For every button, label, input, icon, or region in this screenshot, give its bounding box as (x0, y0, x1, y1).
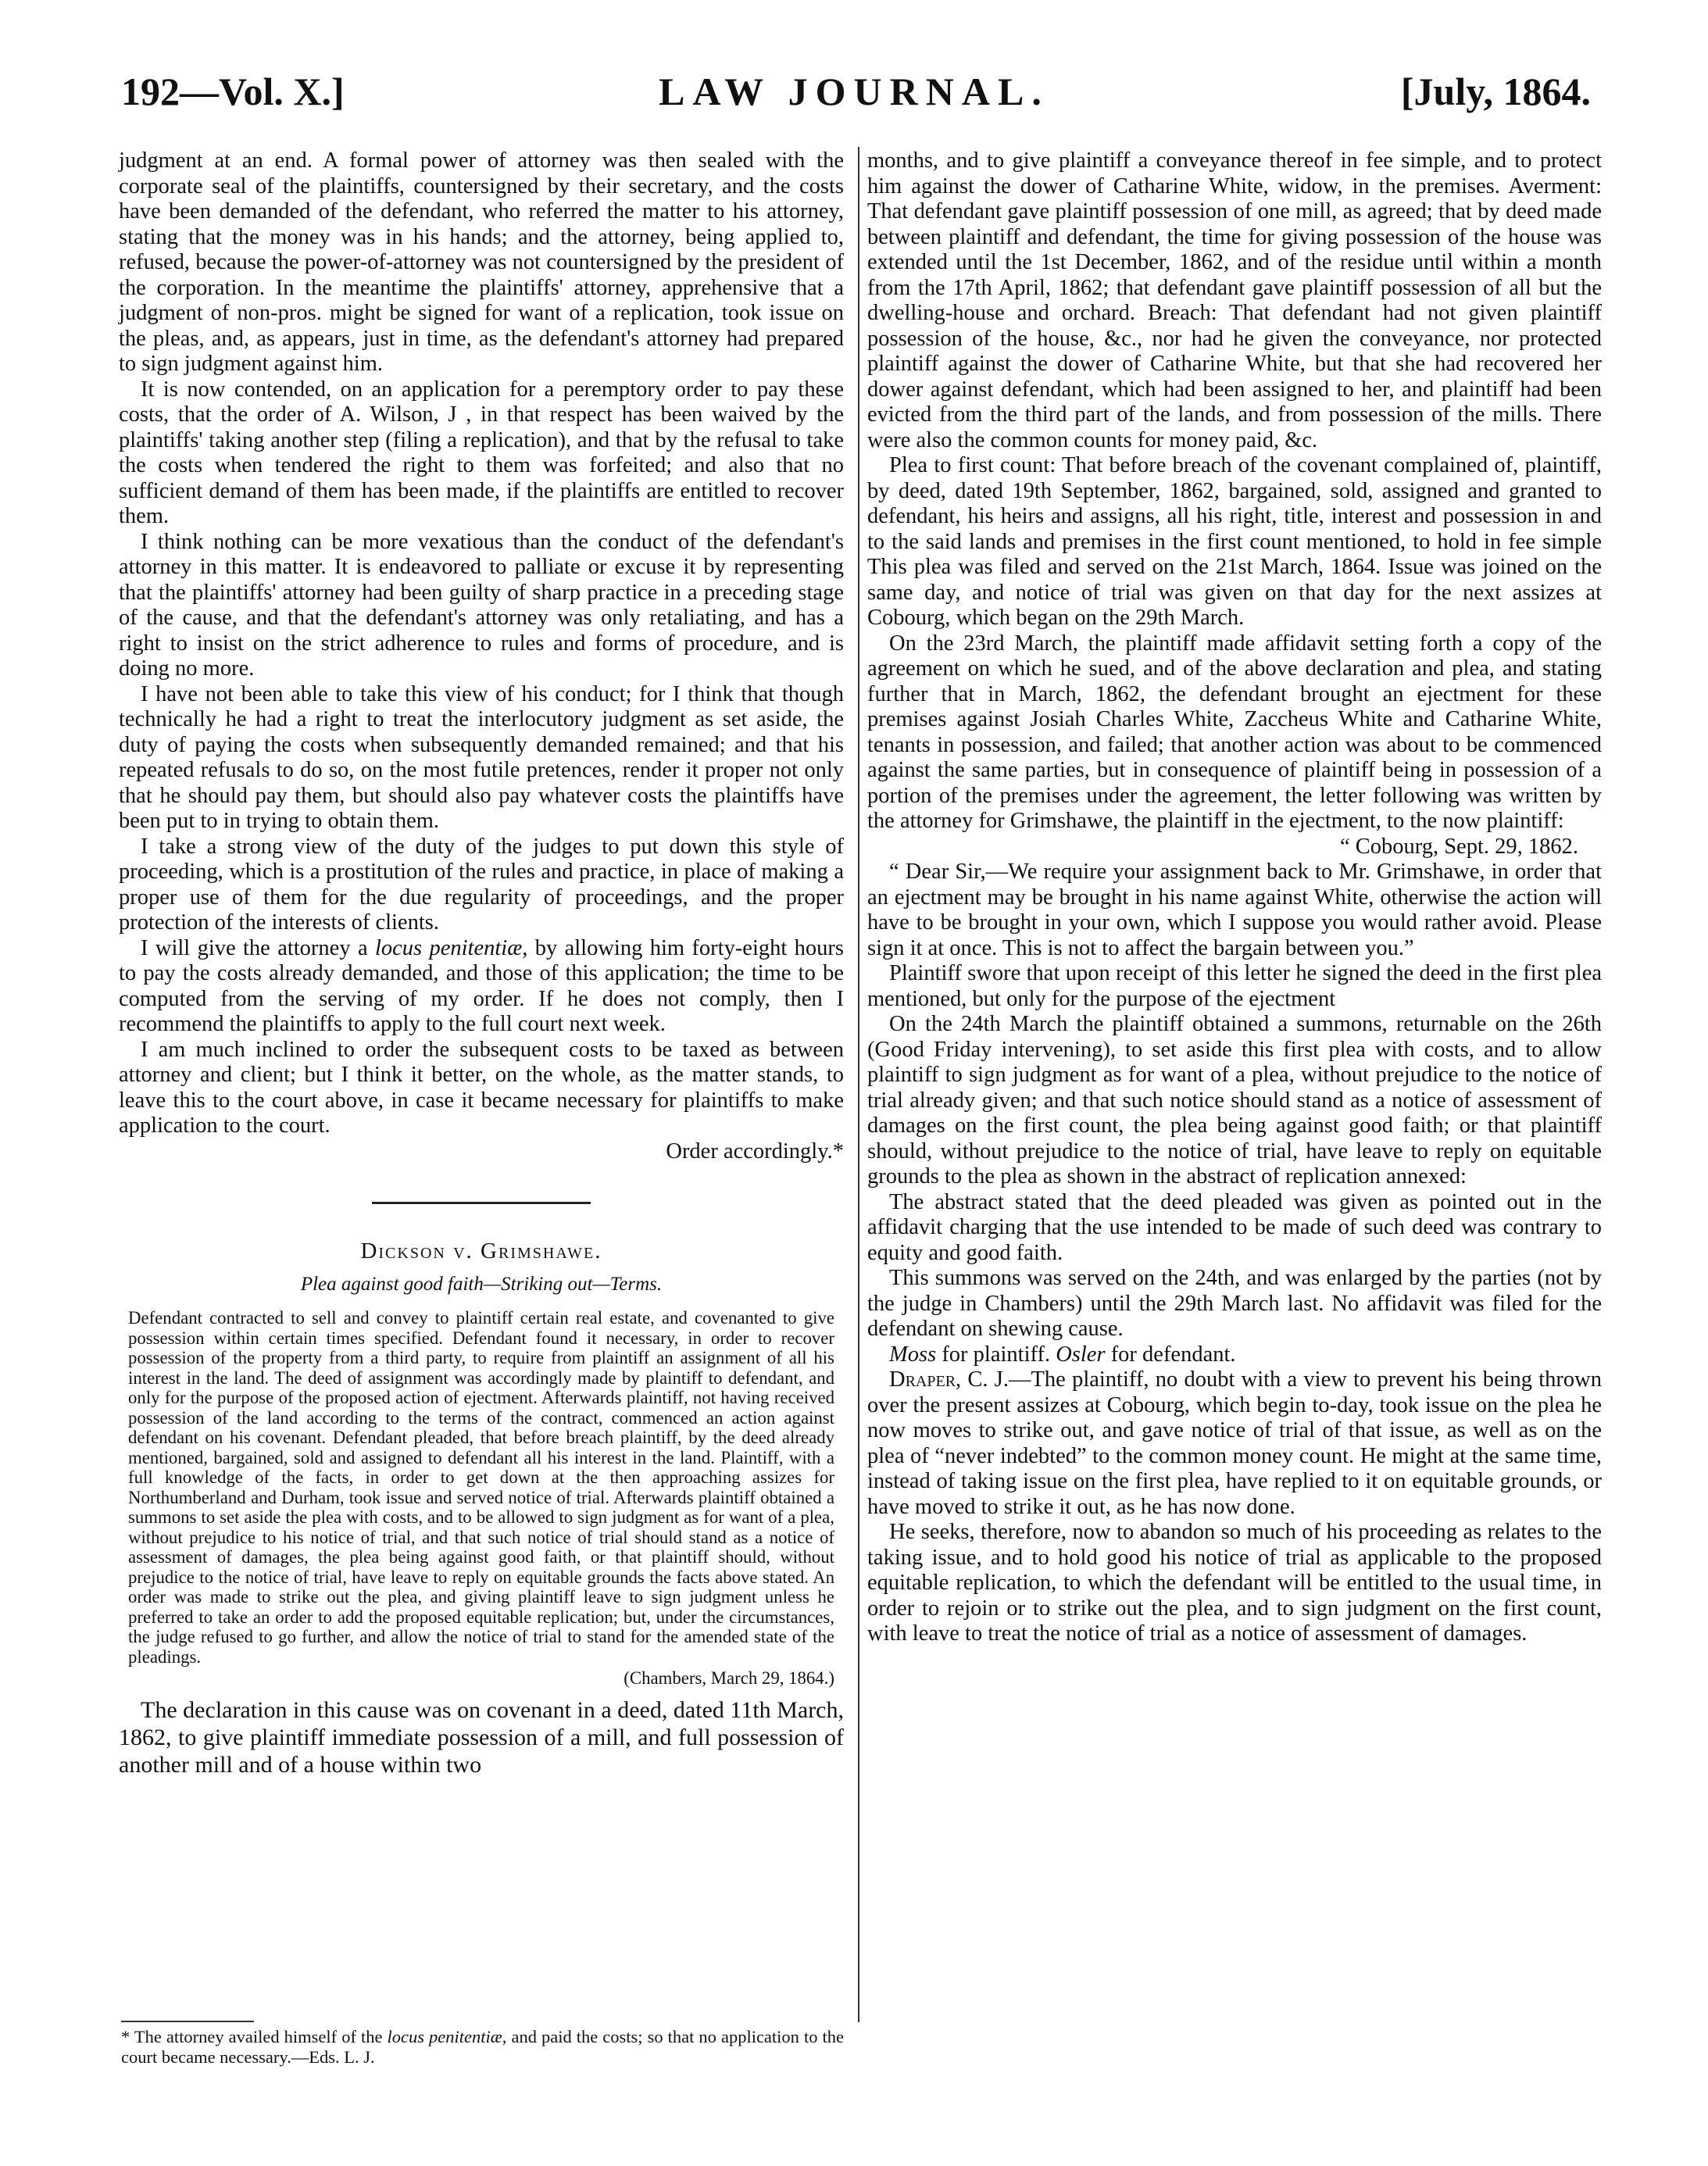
case-subtitle: Plea against good faith—Striking out—Terms. (300, 1273, 663, 1295)
text-run: —The plaintiff, no doubt with a view to prevent his being thrown over the present assizes at Cobourg, which begin to-day, took issue on the plea he now moves to strike out, and gave notice of trial of that issue, as well as on the plea of “never indebted” to the common money count. He might at the same time, instead of taking issue on the first plea, have replied to it on equitable grounds, or have moved to strike it out, as he has now done. (867, 1367, 1602, 1519)
right-column (867, 148, 1602, 1647)
issue-date: [July, 1864. (1400, 70, 1591, 113)
paragraph: He seeks, therefore, now to abandon so much of his proceeding as relates to the taking issue, and to hold good his notice of trial as applicable to the proposed equitable replication, to which the defendant will be entitled to the usual time, in order to rejoin or to strike out the plea, and to sign judgment on the first count, with leave to treat the notice of trial as a notice of assessment of damages. (867, 1520, 1602, 1646)
paragraph: This summons was served on the 24th, and was enlarged by the parties (not by the judge in Chambers) until the 29th March last. No affidavit was filed for the defendant on shewing cause. (867, 1266, 1602, 1341)
order-line: Order accordingly.* (666, 1138, 844, 1163)
counsel-line (867, 1342, 1602, 1368)
text-run: , and paid the costs; so that no application to the court became necessary.—Eds. L. J. (121, 2027, 844, 2067)
paragraph: I take a strong view of the duty of the judges to put down this style of proceeding, which is a prostitution of the rules and practice, in place of making a proper use of them for the due regularity of proceedings, and the proper protection of the interests of clients. (119, 834, 844, 935)
paragraph: I have not been able to take this view of his conduct; for I think that though technically he had a right to treat the interlocutory judgment as set aside, the duty of paying the costs when subsequently demanded remained; and that his repeated refusals to do so, on the most futile pretences, render it proper not only that he should pay them, but should also pay whatever costs the plaintiffs have been put to in trying to obtain them. (119, 681, 844, 833)
paragraph: The abstract stated that the deed pleaded was given as pointed out in the affidavit charging that the use intended to be made of such deed was contrary to equity and good faith. (867, 1189, 1602, 1265)
text-run: for defendant. (1105, 1342, 1236, 1367)
paragraph: Plaintiff swore that upon receipt of this letter he signed the deed in the first plea mentioned, but only for the purpose of the ejectment (867, 961, 1602, 1011)
paragraph: I think nothing can be more vexatious than the conduct of the defendant's attorney in this matter. It is endeavored to palliate or excuse it by representing that the plaintiffs' attorney had been guilty of sharp practice in a preceding stage of the cause, and that the defendant's attorney was only retaliating, and has a right to insist on the strict adherence to rules and forms of procedure, and is doing no more. (119, 529, 844, 681)
page-volume-label: 192—Vol. X.] (121, 70, 345, 113)
paragraph (119, 936, 844, 1038)
paragraph: The declaration in this cause was on covenant in a deed, dated 11th March, 1862, to give plaintiff immediate possession of a mill, and full possession of another mill and of a house within two (119, 1696, 844, 1778)
judge-name: Draper, C. J. (889, 1367, 1009, 1392)
running-header (0, 0, 1708, 141)
text-run: , by allowing him forty-eight hours to pay the costs already demanded, and those of this application; the time to be computed from the serving of my order. If he does not comply, then I recommend the plaintiffs to apply to the full court next week. (119, 935, 844, 1036)
letter-text: “ Dear Sir,—We require your assignment back to Mr. Grimshawe, in order that an ejectment may be brought in his name against White, otherwise the action will have to be brought in your own, which I suppose you would rather avoid. Please sign it at once. This is not to affect the bargain between you.” (867, 860, 1602, 960)
paragraph: months, and to give plaintiff a conveyance thereof in fee simple, and to protect him against the dower of Catharine White, widow, in the premises. Averment: That defendant gave plaintiff possession of one mill, as agreed; that by deed made between plaintiff and defendant, the time for giving possession of the house was extended until the 1st December, 1862, and of the residue until within a month from the 17th April, 1862; that defendant gave plaintiff possession of all but the dwelling-house and orchard. Breach: That defendant had not given plaintiff possession of the house, &c., nor had he given the conveyance, nor protected plaintiff against the dower of Catharine White, but that she had recovered her dower against defendant, which had been assigned to her, and plaintiff had been evicted from the third part of the lands, and from possession of the mills. There were also the common counts for money paid, &c. (867, 148, 1602, 452)
column-divider (858, 147, 859, 2022)
paragraph: On the 24th March the plaintiff obtained a summons, returnable on the 26th (Good Friday intervening), to set aside this first plea with costs, and to allow plaintiff to sign judgment as for want of a plea, without prejudice to the notice of trial already given; and that such notice should stand as a notice of assessment of damages on the first count, the plea being against good faith; or that plaintiff should, without prejudice to the notice of trial, have leave to reply on equitable grounds to the plea as shown in the abstract of replication annexed: (867, 1012, 1602, 1188)
case-title: Dickson v. Grimshawe. (360, 1238, 602, 1264)
footnote-rule (121, 2021, 254, 2022)
journal-title: LAW JOURNAL. (659, 70, 1049, 113)
text-run: I will give the attorney a (141, 935, 375, 960)
paragraph (867, 1367, 1602, 1520)
section-rule (372, 1202, 591, 1204)
headnote: Defendant contracted to sell and convey to plaintiff certain real estate, and covenanted to give possession within certain times specified. Defendant found it necessary, in order to recover possession of the property from a third party, to require from plaintiff an assignment of all his interest in the land. The deed of assignment was accordingly made by plaintiff to defendant, and only for the purpose of the proposed action of ejectment. Afterwards plaintiff, not having received possession of the land according to the terms of the contract, commenced an action against defendant on his covenant. Defendant pleaded, that before breach plaintiff, by the deed already mentioned, bargained, sold and assigned to defendant all his interest in the land. Plaintiff, with a full knowledge of the facts, in order to get down at the then approaching assizes for Northumberland and Durham, took issue and served notice of trial. Afterwards plaintiff obtained a summons to set aside the plea with costs, and to be allowed to sign judgment as for want of a plea, without prejudice to his notice of trial, and that such notice of trial should stand as a notice of assessment of damages, the plea being against good faith, or that plaintiff should, without prejudice to the notice of trial, have leave to reply on equitable grounds the facts above stated. An order was made to strike out the plea, and giving plaintiff leave to sign judgment unless he preferred to take an order to add the proposed equitable replication; but, under the circumstances, the judge refused to go further, and allow the notice of trial to stand for the amended state of the pleadings. (128, 1308, 834, 1667)
paragraph: I am much inclined to order the subsequent costs to be taxed as between attorney and client; but I think it better, on the whole, as the matter stands, to leave this to the court above, in case it became necessary for plaintiffs to make application to the court. (119, 1037, 844, 1138)
letter-dateline: “ Cobourg, Sept. 29, 1862. (1339, 834, 1578, 859)
text-run: for plaintiff. (936, 1342, 1056, 1367)
headnote-citation: (Chambers, March 29, 1864.) (624, 1668, 834, 1688)
paragraph: It is now contended, on an application for a peremptory order to pay these costs, that the order of A. Wilson, J , in that respect has been waived by the plaintiffs' taking another step (filing a replication), and that by the refusal to take the costs when tendered the right to them was forfeited; and also that no sufficient demand of them has been made, if the plaintiffs are entitled to recover them. (119, 377, 844, 528)
italic-phrase: locus penitentiæ (387, 2027, 502, 2046)
footnote (121, 2027, 844, 2068)
italic-phrase: locus penitentiæ (374, 935, 523, 960)
text-run: * The attorney availed himself of the (121, 2027, 388, 2046)
paragraph: On the 23rd March, the plaintiff made affidavit setting forth a copy of the agreement on which he sued, and of the above declaration and plea, and stating further that in March, 1862, the defendant brought an ejectment for these premises against Josiah Charles White, Zaccheus White and Catharine White, tenants in possession, and failed; that another action was about to be commenced against the same parties, but in consequence of plaintiff being in possession of a portion of the premises under the agreement, the letter following was written by the attorney for Grimshawe, the plaintiff in the ejectment, to the now plaintiff: (867, 631, 1602, 833)
counsel-name: Osler (1056, 1342, 1106, 1367)
paragraph: judgment at an end. A formal power of attorney was then sealed with the corporate seal of the plaintiffs, countersigned by their secretary, and the costs have been demanded of the defendant, who referred the matter to his attorney, stating that the money was in his hands; and the attorney, being applied to, refused, because the power-of-attorney was not countersigned by the president of the corporation. In the meantime the plaintiffs' attorney, apprehensive that a judgment of non-pros. might be signed for want of a replication, took issue on the pleas, and, as appears, just in time, as the defendant's attorney had prepared to sign judgment against him. (119, 148, 844, 376)
counsel-name: Moss (889, 1342, 937, 1367)
left-column (119, 148, 844, 1778)
paragraph: Plea to first count: That before breach of the covenant complained of, plaintiff, by deed, dated 19th September, 1862, bargained, sold, assigned and granted to defendant, his heirs and assigns, all his right, title, interest and possession in and to the said lands and premises in the first count mentioned, to hold in fee simple This plea was filed and served on the 21st March, 1864. Issue was joined on the same day, and notice of trial was given on that day for the next assizes at Cobourg, which began on the 29th March. (867, 453, 1602, 630)
